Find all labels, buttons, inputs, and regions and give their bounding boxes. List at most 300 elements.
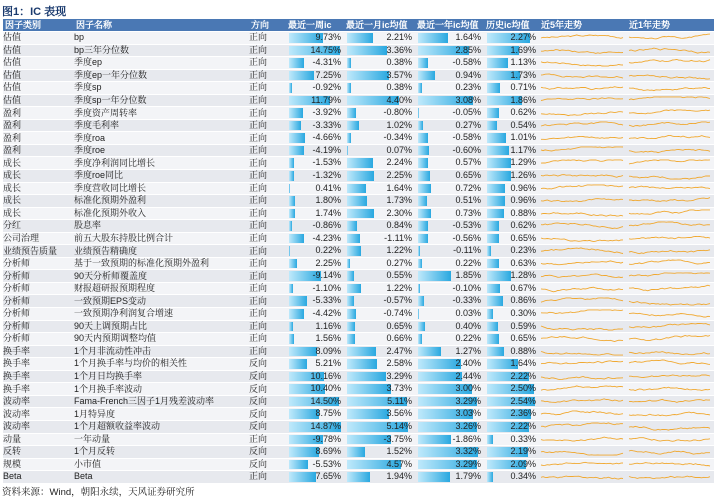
trend-5y-sparkline (539, 333, 627, 346)
trend-5y-sparkline (539, 383, 627, 396)
ic-value: 0.88% (510, 207, 536, 218)
table-row (3, 383, 714, 396)
source-note: 资料来源：Wind，朝阳永续，天风证券研究所 (2, 487, 195, 498)
sparkline-svg (539, 246, 625, 257)
ic-value: -5.53% (312, 458, 341, 469)
factor-name: 季度营收同比增长 (74, 182, 249, 195)
trend-5y-sparkline (539, 107, 627, 120)
trend-1y-sparkline (627, 395, 714, 408)
ic-h-cell (484, 458, 539, 471)
sparkline-path (629, 236, 710, 239)
factor-name: 1个月日均换手率 (74, 370, 249, 383)
sparkline-path (629, 260, 710, 265)
ic-bar (418, 296, 424, 306)
ic-bar (418, 158, 428, 168)
factor-direction: 正向 (249, 82, 286, 95)
sparkline-svg (627, 271, 712, 282)
ic-h-cell (484, 107, 539, 120)
ic-value: 3.03% (455, 408, 481, 419)
ic-m-cell (344, 195, 415, 208)
table-row (3, 170, 714, 183)
factor-direction: 反向 (249, 395, 286, 408)
trend-1y-sparkline (627, 446, 714, 459)
sparkline-path (629, 451, 710, 455)
ic-bar (347, 322, 355, 332)
factor-direction: 正向 (249, 170, 286, 183)
sparkline-svg (539, 45, 625, 56)
figure-title: 图1：IC 表现 (2, 6, 67, 18)
ic-value: 3.00% (455, 383, 481, 394)
ic-bar (347, 33, 373, 43)
sparkline-svg (539, 82, 625, 93)
ic-w-cell (286, 446, 344, 459)
ic-bar (418, 146, 429, 156)
ic-value: -0.80% (383, 107, 412, 118)
ic-value: 8.09% (315, 345, 341, 356)
sparkline-path (541, 452, 623, 456)
sparkline-path (629, 462, 710, 465)
factor-direction: 正向 (249, 295, 286, 308)
table-row (3, 182, 714, 195)
ic-value: 1.13% (510, 57, 536, 68)
table-row (3, 82, 714, 95)
ic-bar (418, 33, 448, 43)
ic-value: 2.27% (510, 32, 536, 42)
sparkline-svg (539, 70, 625, 81)
ic-h-cell (484, 320, 539, 333)
ic-y-cell (415, 69, 484, 82)
ic-w-cell (286, 69, 344, 82)
table-row (3, 157, 714, 170)
ic-bar (289, 472, 316, 482)
factor-category: 换手率 (3, 345, 74, 358)
sparkline-svg (539, 208, 625, 219)
table-row (3, 308, 714, 321)
table-row (3, 69, 714, 82)
factor-direction: 正向 (249, 345, 286, 358)
ic-h-cell (484, 119, 539, 132)
ic-y-cell (415, 232, 484, 245)
ic-value: 3.73% (386, 383, 412, 394)
ic-m-cell (344, 358, 415, 371)
ic-bar (289, 460, 308, 470)
ic-value: 0.41% (315, 182, 341, 193)
ic-value: -1.10% (312, 282, 341, 293)
ic-bar (289, 83, 292, 93)
ic-value: 0.72% (455, 182, 481, 193)
ic-h-cell (484, 333, 539, 346)
ic-h-cell (484, 207, 539, 220)
sparkline-path (541, 411, 623, 415)
table-row (3, 358, 714, 371)
ic-value: 0.07% (386, 144, 412, 155)
factor-name: 基于一致预期的标准化预期外盈利 (74, 257, 249, 270)
ic-m-cell (344, 157, 415, 170)
factor-category: 成长 (3, 157, 74, 170)
ic-bar (418, 71, 435, 81)
ic-y-cell (415, 471, 484, 484)
ic-value: 3.29% (455, 395, 481, 406)
factor-direction: 正向 (249, 308, 286, 321)
ic-y-cell (415, 345, 484, 358)
ic-w-cell (286, 232, 344, 245)
sparkline-svg (627, 283, 712, 294)
factor-category: 波动率 (3, 395, 74, 408)
trend-5y-sparkline (539, 132, 627, 145)
ic-w-cell (286, 170, 344, 183)
ic-value: 0.23% (510, 245, 536, 256)
ic-value: 3.26% (455, 420, 481, 431)
sparkline-path (629, 88, 710, 91)
sparkline-path (629, 301, 710, 305)
ic-value: 1.73% (510, 69, 536, 80)
table-row (3, 282, 714, 295)
sparkline-path (629, 352, 710, 355)
trend-1y-sparkline (627, 282, 714, 295)
trend-5y-sparkline (539, 182, 627, 195)
trend-1y-sparkline (627, 195, 714, 208)
ic-w-cell (286, 458, 344, 471)
ic-value: 0.62% (510, 220, 536, 231)
ic-value: 2.30% (386, 207, 412, 218)
factor-category: 估值 (3, 94, 74, 107)
sparkline-svg (627, 133, 712, 144)
ic-m-cell (344, 32, 415, 45)
sparkline-svg (539, 396, 625, 407)
trend-1y-sparkline (627, 458, 714, 471)
factor-category: 盈利 (3, 107, 74, 120)
factor-category: 动量 (3, 433, 74, 446)
sparkline-svg (627, 371, 712, 382)
ic-value: 5.11% (387, 395, 412, 406)
ic-value: 8.75% (315, 408, 341, 419)
ic-bar (347, 71, 389, 81)
ic-bar (418, 133, 428, 143)
sparkline-svg (539, 459, 625, 470)
ic-y-cell (415, 295, 484, 308)
ic-value: -4.23% (312, 232, 341, 243)
sparkline-path (541, 385, 623, 389)
factor-direction: 正向 (249, 107, 286, 120)
ic-m-cell (344, 408, 415, 421)
trend-1y-sparkline (627, 408, 714, 421)
factor-direction: 正向 (249, 245, 286, 258)
ic-value: 0.65% (386, 320, 412, 331)
sparkline-svg (539, 258, 625, 269)
trend-5y-sparkline (539, 245, 627, 258)
table-row (3, 220, 714, 233)
factor-direction: 正向 (249, 132, 286, 145)
factor-name: 季度roe同比 (74, 170, 249, 183)
factor-direction: 正向 (249, 471, 286, 484)
ic-bar (347, 209, 374, 219)
ic-m-cell (344, 82, 415, 95)
ic-bar (418, 221, 428, 231)
ic-y-cell (415, 157, 484, 170)
factor-name: 股息率 (74, 220, 249, 233)
ic-w-cell (286, 358, 344, 371)
factor-category: 盈利 (3, 119, 74, 132)
ic-bar (487, 133, 506, 143)
ic-value: 1.85% (455, 270, 481, 281)
ic-y-cell (415, 245, 484, 258)
ic-bar (289, 108, 303, 118)
ic-value: -4.42% (312, 308, 341, 319)
trend-1y-sparkline (627, 232, 714, 245)
ic-value: 1.80% (315, 195, 341, 206)
factor-direction: 正向 (249, 232, 286, 245)
ic-y-cell (415, 220, 484, 233)
table-row (3, 320, 714, 333)
ic-h-cell (484, 370, 539, 383)
ic-y-cell (415, 107, 484, 120)
ic-value: -0.60% (452, 144, 481, 155)
ic-bar (289, 221, 292, 231)
factor-name: 一年动量 (74, 433, 249, 446)
ic-bar (487, 58, 508, 68)
sparkline-path (629, 285, 710, 291)
factor-name: 1个月非流动性冲击 (74, 345, 249, 358)
table-row (3, 433, 714, 446)
sparkline-path (541, 423, 623, 427)
factor-name: 标准化预期外盈利 (74, 195, 249, 208)
factor-name: 季度净利润同比增长 (74, 157, 249, 170)
sparkline-svg (539, 145, 625, 156)
table-row (3, 107, 714, 120)
factor-name: 标准化预期外收入 (74, 207, 249, 220)
trend-5y-sparkline (539, 144, 627, 157)
ic-m-cell (344, 69, 415, 82)
ic-value: 8.69% (315, 446, 341, 457)
ic-bar (487, 146, 509, 156)
ic-value: 0.27% (455, 119, 481, 130)
ic-w-cell (286, 408, 344, 421)
sparkline-path (541, 98, 623, 101)
sparkline-path (541, 213, 623, 217)
ic-bar (418, 472, 450, 482)
ic-m-cell (344, 182, 415, 195)
ic-value: -0.58% (452, 57, 481, 68)
sparkline-svg (539, 183, 625, 194)
factor-name: 前五大股东持股比例合计 (74, 232, 249, 245)
ic-bar (347, 133, 351, 143)
trend-5y-sparkline (539, 295, 627, 308)
ic-value: 1.29% (510, 157, 536, 168)
ic-value: 2.24% (386, 157, 412, 168)
ic-bar (347, 447, 365, 457)
ic-value: 0.84% (386, 220, 412, 231)
sparkline-path (629, 109, 710, 113)
ic-value: 11.79% (311, 94, 341, 105)
factor-category: 分析师 (3, 320, 74, 333)
ic-value: 0.96% (510, 182, 536, 193)
ic-m-cell (344, 282, 415, 295)
ic-h-cell (484, 257, 539, 270)
ic-bar (347, 196, 367, 206)
table-row (3, 345, 714, 358)
table-row (3, 471, 714, 484)
factor-category: 分析师 (3, 282, 74, 295)
factor-direction: 反向 (249, 358, 286, 371)
sparkline-svg (539, 358, 625, 369)
ic-h-cell (484, 358, 539, 371)
sparkline-path (541, 274, 623, 278)
trend-1y-sparkline (627, 57, 714, 70)
factor-category: 波动率 (3, 408, 74, 421)
col-header-category: 因子类别 (3, 19, 74, 32)
factor-category: 盈利 (3, 144, 74, 157)
factor-name: 90天分析师覆盖度 (74, 270, 249, 283)
sparkline-path (541, 35, 623, 38)
table-row (3, 408, 714, 421)
ic-value: 2.40% (455, 358, 481, 369)
sparkline-path (541, 175, 623, 178)
ic-value: 1.26% (510, 170, 536, 181)
ic-bar (347, 271, 354, 281)
sparkline-svg (539, 321, 625, 332)
ic-y-cell (415, 119, 484, 132)
sparkline-path (629, 186, 710, 189)
ic-value: 2.09% (510, 458, 536, 469)
ic-m-cell (344, 458, 415, 471)
ic-value: 1.52% (386, 446, 412, 457)
ic-m-cell (344, 144, 415, 157)
factor-category: 反转 (3, 446, 74, 459)
sparkline-svg (627, 82, 712, 93)
ic-value: 1.73% (386, 195, 412, 206)
trend-5y-sparkline (539, 471, 627, 484)
sparkline-path (629, 360, 710, 365)
sparkline-svg (627, 45, 712, 56)
sparkline-path (541, 62, 623, 66)
sparkline-path (541, 74, 623, 78)
ic-value: 0.65% (510, 232, 536, 243)
ic-m-cell (344, 119, 415, 132)
sparkline-svg (539, 57, 625, 68)
sparkline-path (541, 111, 623, 115)
ic-bar (289, 246, 290, 256)
sparkline-svg (539, 409, 625, 420)
sparkline-svg (539, 434, 625, 445)
factor-category: 估值 (3, 69, 74, 82)
ic-value: 7.65% (315, 471, 341, 482)
ic-bar (487, 296, 503, 306)
sparkline-svg (627, 321, 712, 332)
factor-direction: 正向 (249, 119, 286, 132)
factor-direction: 正向 (249, 220, 286, 233)
ic-value: 1.64% (455, 32, 481, 42)
factor-category: 估值 (3, 82, 74, 95)
sparkline-path (541, 261, 623, 265)
ic-value: 5.21% (315, 358, 341, 369)
ic-value: 0.38% (386, 82, 412, 93)
ic-value: 7.25% (315, 69, 341, 80)
ic-bar (289, 234, 304, 244)
col-header-week-ic: 最近一周ic (286, 19, 344, 32)
trend-5y-sparkline (539, 57, 627, 70)
factor-category: Beta (3, 471, 74, 484)
sparkline-path (629, 437, 710, 441)
factor-category: 换手率 (3, 358, 74, 371)
ic-value: -9.78% (312, 433, 341, 444)
ic-bar (347, 284, 361, 294)
ic-value: 2.25% (386, 170, 412, 181)
ic-m-cell (344, 220, 415, 233)
ic-bar (418, 184, 431, 194)
sparkline-path (541, 122, 623, 126)
sparkline-path (541, 462, 623, 465)
ic-bar (347, 108, 356, 118)
ic-value: 1.22% (386, 282, 412, 293)
sparkline-svg (627, 183, 712, 194)
ic-bar (418, 435, 451, 445)
ic-bar (347, 347, 376, 357)
sparkline-path (629, 412, 710, 416)
ic-y-cell (415, 94, 484, 107)
ic-value: 0.54% (510, 119, 536, 130)
ic-bar (347, 171, 374, 181)
trend-1y-sparkline (627, 270, 714, 283)
trend-1y-sparkline (627, 333, 714, 346)
ic-h-cell (484, 408, 539, 421)
factor-name: Beta (74, 471, 249, 484)
ic-y-cell (415, 395, 484, 408)
ic-m-cell (344, 446, 415, 459)
sparkline-path (629, 323, 710, 327)
trend-5y-sparkline (539, 170, 627, 183)
ic-value: 10.16% (310, 370, 341, 381)
ic-bar (347, 234, 360, 244)
trend-5y-sparkline (539, 320, 627, 333)
ic-y-cell (415, 32, 484, 45)
ic-value: -0.92% (312, 82, 341, 93)
ic-m-cell (344, 170, 415, 183)
sparkline-svg (627, 95, 712, 106)
col-header-1y-trend: 近1年走势 (627, 19, 714, 32)
sparkline-path (629, 336, 710, 341)
ic-value: 0.59% (510, 320, 536, 331)
trend-5y-sparkline (539, 370, 627, 383)
factor-direction: 反向 (249, 458, 286, 471)
factor-name: 业绩预告精确度 (74, 245, 249, 258)
sparkline-path (629, 249, 710, 253)
ic-value: 1.86% (510, 94, 536, 105)
sparkline-path (629, 48, 710, 53)
sparkline-path (541, 298, 623, 302)
sparkline-svg (627, 145, 712, 156)
factor-name: 一致预期净利润复合增速 (74, 308, 249, 321)
sparkline-svg (539, 371, 625, 382)
trend-5y-sparkline (539, 458, 627, 471)
ic-value: 1.79% (455, 471, 481, 482)
sparkline-svg (539, 32, 625, 43)
ic-y-cell (415, 270, 484, 283)
ic-w-cell (286, 119, 344, 132)
trend-1y-sparkline (627, 345, 714, 358)
ic-y-cell (415, 282, 484, 295)
sparkline-svg (627, 158, 712, 169)
ic-bar (487, 171, 511, 181)
trend-5y-sparkline (539, 257, 627, 270)
ic-m-cell (344, 232, 415, 245)
sparkline-svg (627, 358, 712, 369)
ic-value: 2.25% (315, 257, 341, 268)
sparkline-svg (539, 108, 625, 119)
ic-value: 1.01% (510, 132, 536, 143)
ic-m-cell (344, 94, 415, 107)
table-row (3, 32, 714, 45)
ic-value: 1.02% (386, 119, 412, 130)
